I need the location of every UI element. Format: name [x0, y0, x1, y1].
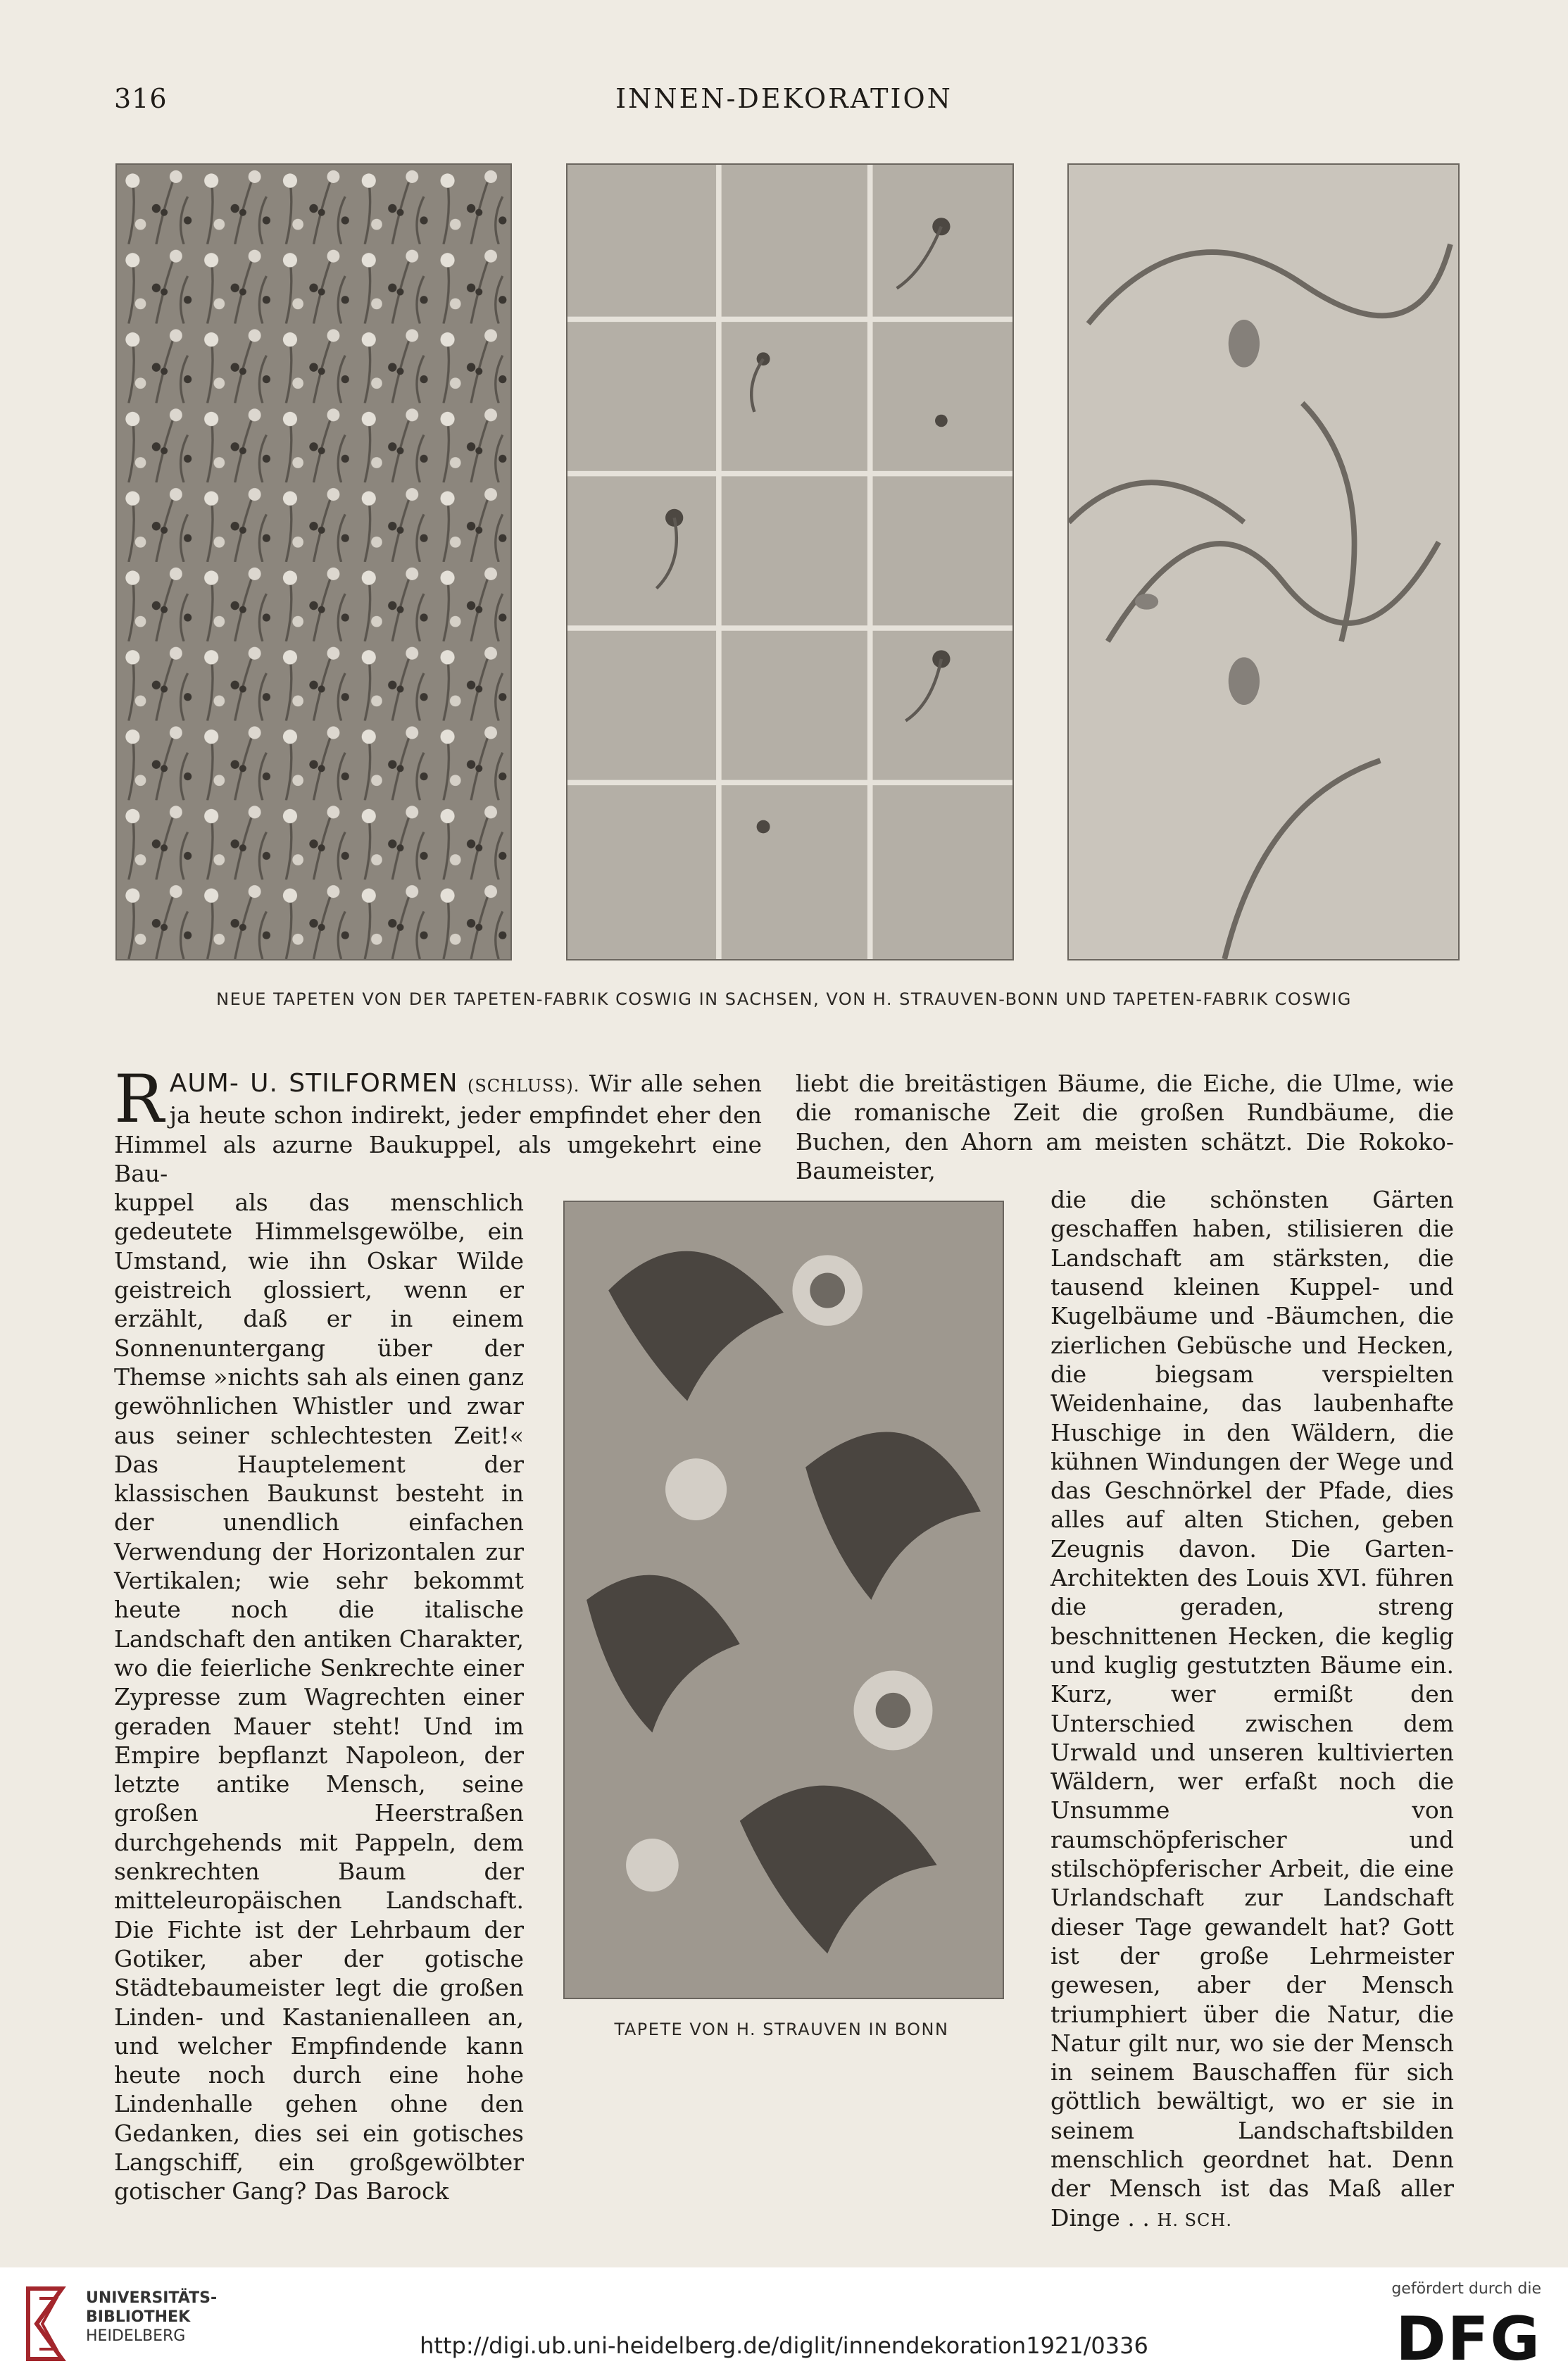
- running-title: INNEN-DEKORATION: [615, 83, 953, 114]
- article-opening-text: Wir alle sehen ja heute schon indirekt, jeder empfindet eher den Himmel als azurne Baukuppel, als umgekehrt eine Bau-: [114, 1070, 763, 1187]
- article-right-text: die die schönsten Gärten geschaffen haben, stilisieren die Landschaft am stärksten, die tausend kleinen Kuppel- und Kugelbäume und -Bäumchen, die zierlichen Gebüsche und Hecken, die biegsam verspielten Weidenhaine, das laubenhafte Huschige in den Wäldern, die kühnen Windungen der Wege und das Geschnörkel der Pfade, dies alles auf alten Stichen, geben Zeugnis davon. Die Garten-Architekten des Louis XVI. führen die geraden, streng beschnittenen Hecken, die keglig und kuglig gestutzten Bäume ein. Kurz, wer ermißt den Unterschied zwischen dem Urwald und unseren kultivierten Wäldern, wer erfaßt noch die Unsumme von raumschöpferischer und stilschöpferischer Arbeit, die eine Urlandschaft zur Landschaft dieser Tage gewandelt hat? Gott ist der große Lehrmeister gewesen, aber der Mensch triumphiert über die Natur, die Natur gilt nur, wo sie der Mensch in seinem Bauschaffen für sich göttlich bewältigt, wo er sie in seinem Landschaftsbilden menschlich geordnet hat. Denn der Mensch ist das Maß aller Dinge . .: [1050, 1186, 1454, 2232]
- library-name-line-1: UNIVERSITÄTS-: [86, 2289, 218, 2307]
- digitization-footer: [0, 2267, 1568, 2378]
- figure-caption-middle: TAPETE VON H. STRAUVEN IN BONN: [614, 2020, 949, 2039]
- figure-caption-top: NEUE TAPETEN VON DER TAPETEN-FABRIK COSWIG IN SACHSEN, VON H. STRAUVEN-BONN UND TAPETEN-FABRIK COSWIG: [216, 989, 1352, 1009]
- drop-cap: R: [114, 1061, 164, 1138]
- library-name-line-3: HEIDELBERG: [86, 2327, 186, 2345]
- article-right-paragraph: [1050, 1185, 1454, 2235]
- article-right-opening: liebt die breitästigen Bäume, die Eiche, die Ulme, wie die romanische Zeit die großen Rundbäume, die Buchen, den Ahorn am meisten schätzt. Die Rokoko-Baumeister,: [796, 1070, 1454, 1184]
- library-name-line-2: BIBLIOTHEK: [86, 2308, 191, 2326]
- article-title-suffix: (SCHLUSS).: [467, 1076, 580, 1096]
- funding-note: gefördert durch die: [1391, 2280, 1541, 2298]
- author-signature: H. SCH.: [1157, 2210, 1232, 2230]
- article-opening: [114, 1061, 763, 1188]
- article-left-paragraph: kuppel als das menschlich gedeutete Himmelsgewölbe, ein Umstand, wie ihn Oskar Wilde geistreich glossiert, wenn er erzählt, daß er in einem Sonnenuntergang über der Themse »nichts sah als einen ganz gewöhnlichen Whistler und zwar aus seiner schlechtesten Zeit!« Das Hauptelement der klassischen Baukunst besteht in der unendlich einfachen Verwendung der Horizontalen zur Vertikalen; wie sehr bekommt heute noch die italische Landschaft den antiken Charakter, wo die feierliche Senkrechte einer Zypresse zum Wagrechten einer geraden Mauer steht! Und im Empire bepflanzt Napoleon, der letzte antike Mensch, seine großen Heerstraßen durchgehends mit Pappeln, dem senkrechten Baum der mitteleuropäischen Landschaft. Die Fichte ist der Lehrbaum der Gotiker, aber der gotische Städtebaumeister legt die großen Linden- und Kastanienalleen an, und welcher Empfindende kann heute noch durch eine hohe Lindenhalle gehen ohne den Gedanken, dies sei ein gotisches Langschiff, ein großgewölbter gotischer Gang? Das Barock: [114, 1189, 524, 2205]
- wallpaper-plate-birds: [1067, 163, 1460, 960]
- wallpaper-plate-flowers: [115, 163, 512, 960]
- page-number: 316: [114, 83, 168, 114]
- article-right-column: [796, 1069, 1454, 2235]
- wallpaper-plate-grid: [566, 163, 1014, 960]
- article-left-column: [114, 1061, 763, 2206]
- dfg-logo: DFG: [1395, 2304, 1541, 2374]
- article-title: AUM- U. STILFORMEN: [169, 1069, 458, 1098]
- source-url-link[interactable]: http://digi.ub.uni-heidelberg.de/diglit/innendekoration1921/0336: [420, 2332, 1148, 2359]
